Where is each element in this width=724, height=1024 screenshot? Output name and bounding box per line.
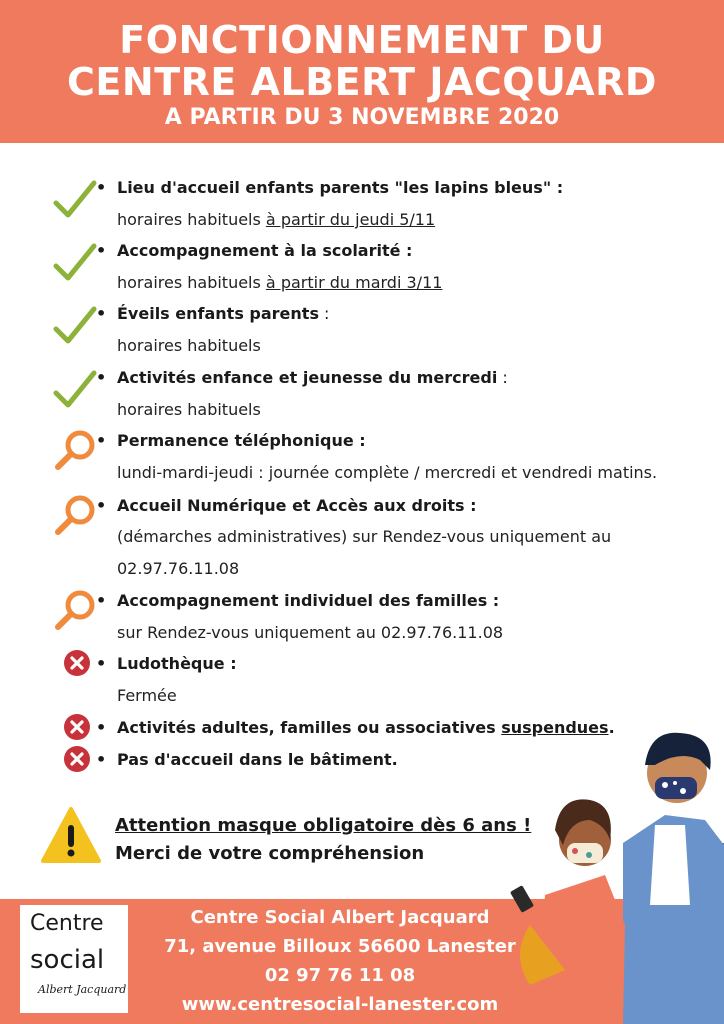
item-description: horaires habituels [117,336,261,355]
warning-text: Attention masque obligatoire dès 6 ans ! [115,815,532,836]
item-description: horaires habituels à partir du mardi 3/11 [117,273,443,292]
check-icon [50,303,100,353]
item-description-line2: 02.97.76.11.08 [117,559,240,578]
item-description: Fermée [117,686,177,705]
item-title: Accompagnement individuel des familles : [117,591,500,610]
item-description: lundi-mardi-jeudi : journée complète / mercredi et vendredi matins. [117,463,658,482]
item-title: Accompagnement à la scolarité : [117,241,413,260]
item-description: (démarches administratives) sur Rendez-vous uniquement au [117,527,612,546]
item-title: Permanence téléphonique : [117,431,366,450]
footer-website[interactable]: www.centresocial-lanester.com [181,994,499,1015]
cross-icon [62,648,92,678]
logo-line3: Albert Jacquard [38,983,127,996]
item-description: horaires habituels [117,400,261,419]
page-title-line2: CENTRE ALBERT JACQUARD [67,60,657,104]
bullet: • [96,718,107,737]
item-title: Activités adultes, familles ou associatives suspendues. [117,718,615,737]
magnifier-icon [50,585,100,635]
page-subtitle: A PARTIR DU 3 NOVEMBRE 2020 [164,105,560,130]
bullet: • [96,750,107,769]
item-title: Lieu d'accueil enfants parents "les lapins bleus" : [117,178,564,197]
item-description: horaires habituels à partir du jeudi 5/11 [117,210,436,229]
magnifier-icon [50,490,100,540]
bullet: • [96,304,107,323]
page-title-line1: FONCTIONNEMENT DU [119,18,605,62]
header-banner [0,0,724,143]
check-icon [50,240,100,290]
thanks-text: Merci de votre compréhension [115,843,425,864]
bullet: • [96,496,107,515]
item-description: sur Rendez-vous uniquement au 02.97.76.11.08 [117,623,504,642]
footer-phone: 02 97 76 11 08 [264,965,416,986]
bullet: • [96,241,107,260]
item-title: Ludothèque : [117,654,237,673]
check-icon [50,177,100,227]
cross-icon [62,744,92,774]
item-title: Pas d'accueil dans le bâtiment. [117,750,398,769]
footer-address: 71, avenue Billoux 56600 Lanester [164,936,516,957]
logo [20,905,128,1013]
magnifier-icon [50,425,100,475]
item-title: Accueil Numérique et Accès aux droits : [117,496,477,515]
bullet: • [96,368,107,387]
item-title: Éveils enfants parents : [117,304,330,323]
bullet: • [96,591,107,610]
logo-line1: Centre [30,911,104,936]
bullet: • [96,178,107,197]
cross-icon [62,712,92,742]
bullet: • [96,654,107,673]
bullet: • [96,431,107,450]
check-icon [50,367,100,417]
footer-name: Centre Social Albert Jacquard [190,907,490,928]
logo-line2: social [30,945,105,975]
masked-people-illustration [505,725,724,1024]
item-title: Activités enfance et jeunesse du mercredi : [117,368,508,387]
warning-icon [40,805,102,867]
